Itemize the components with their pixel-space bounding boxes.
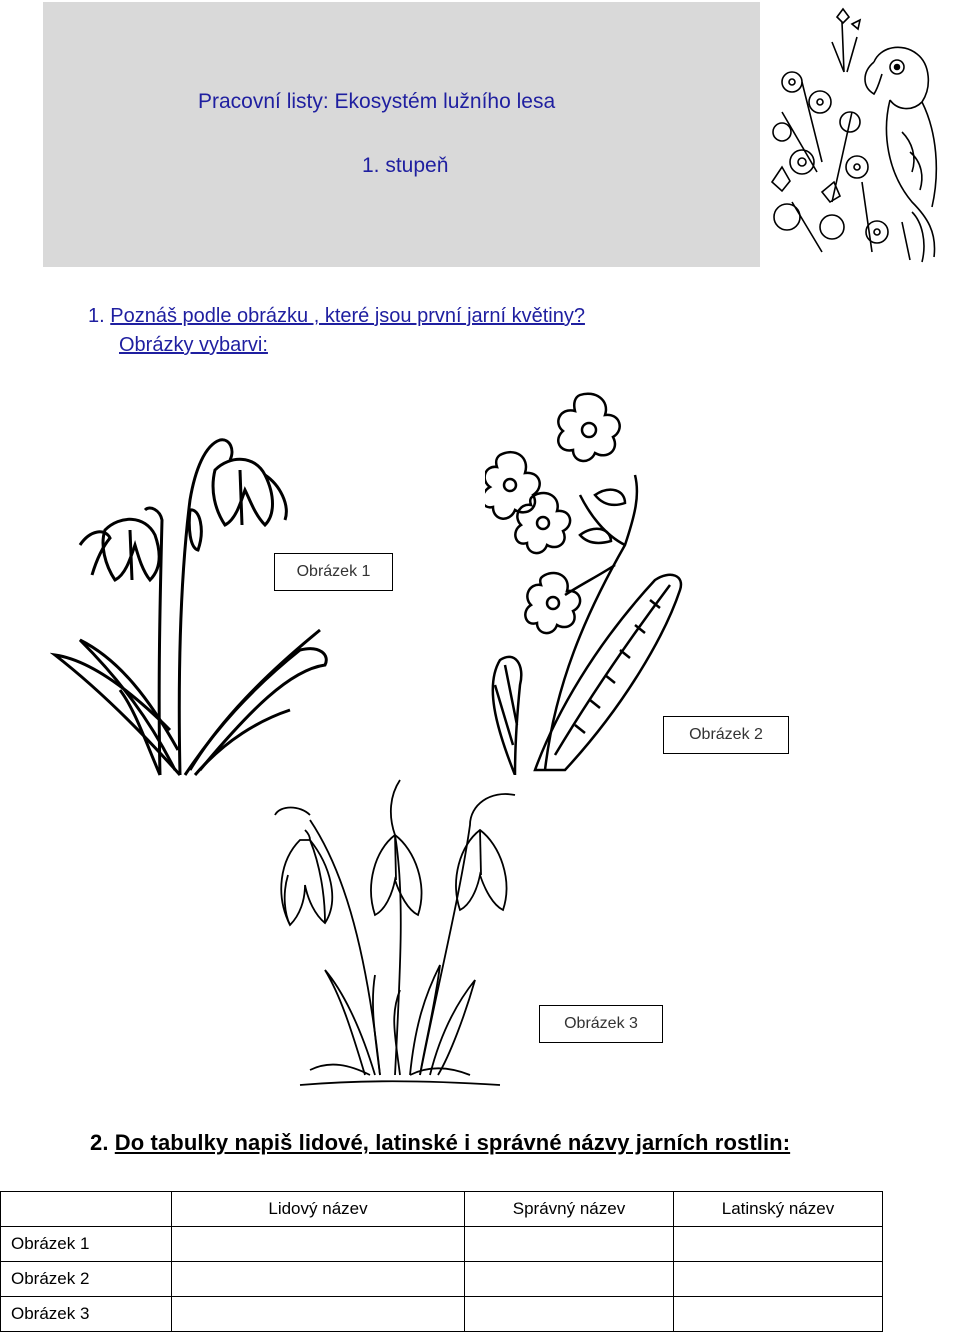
image-label-1: Obrázek 1 (274, 553, 393, 591)
image-label-2: Obrázek 2 (663, 716, 789, 754)
question-2-number: 2. (90, 1130, 109, 1155)
page-title: Pracovní listy: Ekosystém lužního lesa (198, 90, 556, 113)
row-header-image-1: Obrázek 1 (1, 1227, 172, 1262)
latin-name-cell-1[interactable] (674, 1227, 883, 1262)
image-label-3: Obrázek 3 (539, 1005, 663, 1043)
question-1 (88, 305, 585, 328)
flower-drawing-1 (50, 430, 340, 780)
column-header-latin-name: Latinský název (674, 1192, 883, 1227)
table-row (1, 1262, 883, 1297)
table-header-row (1, 1192, 883, 1227)
question-1-subtext: Obrázky vybarvi: (119, 334, 268, 356)
row-header-image-2: Obrázek 2 (1, 1262, 172, 1297)
folk-name-cell-2[interactable] (172, 1262, 465, 1297)
folk-name-cell-3[interactable] (172, 1297, 465, 1332)
table-row (1, 1297, 883, 1332)
flower-drawing-3 (270, 775, 540, 1090)
grade-label: 1. stupeň (362, 154, 449, 177)
correct-name-cell-1[interactable] (465, 1227, 674, 1262)
column-header-correct-name: Správný název (465, 1192, 674, 1227)
flower-drawing-2 (485, 385, 690, 775)
correct-name-cell-3[interactable] (465, 1297, 674, 1332)
question-1-text: Poznáš podle obrázku , které jsou první jarní květiny? (110, 305, 585, 327)
header-band (43, 2, 760, 267)
question-2-text: Do tabulky napiš lidové, latinské i správné názvy jarních rostlin: (114, 1130, 791, 1155)
column-header-folk-name: Lidový název (172, 1192, 465, 1227)
table-row (1, 1227, 883, 1262)
latin-name-cell-3[interactable] (674, 1297, 883, 1332)
plant-names-table (0, 1191, 883, 1332)
correct-name-cell-2[interactable] (465, 1262, 674, 1297)
latin-name-cell-2[interactable] (674, 1262, 883, 1297)
question-2 (90, 1130, 790, 1156)
parrot-flowers-illustration (762, 2, 958, 267)
row-header-image-3: Obrázek 3 (1, 1297, 172, 1332)
table-corner-cell (1, 1192, 172, 1227)
folk-name-cell-1[interactable] (172, 1227, 465, 1262)
question-1-number: 1. (88, 305, 105, 327)
